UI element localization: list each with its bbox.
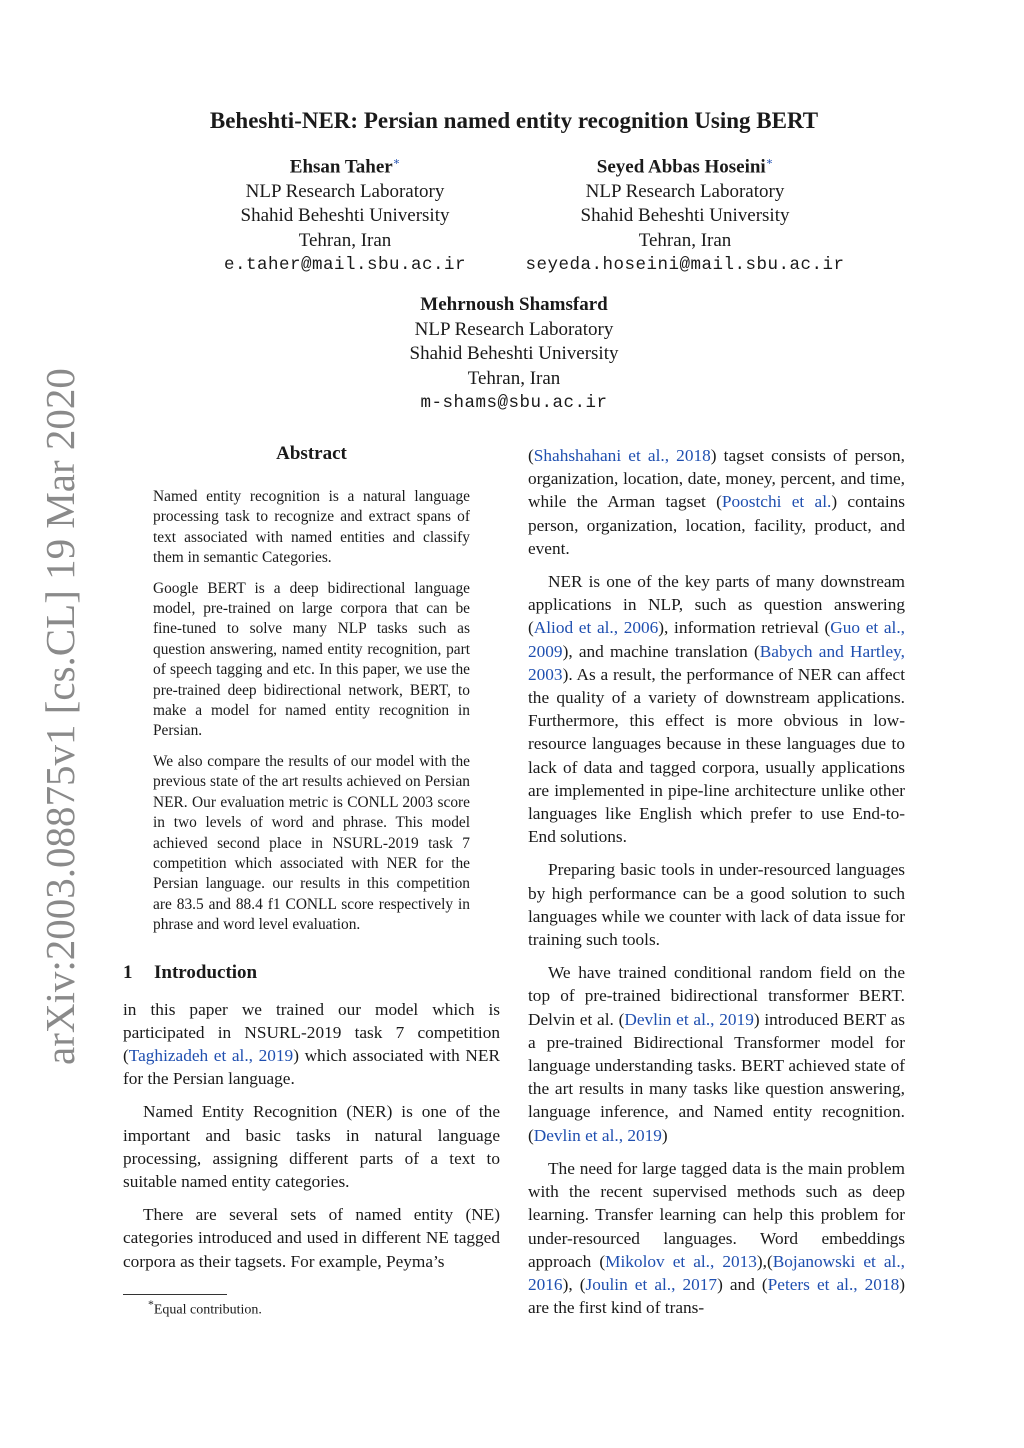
author-city: Tehran, Iran <box>638 229 732 251</box>
body-paragraph: NER is one of the key parts of many downstream applications in NLP, such as question answering (Aliod et al., 2006), information retrieval (Guo et al., 2009), and machine translation (Babych and Hartley, 2003). As a result, the performance of NER can affect the quality of a variety of downstream applications. Furthermore, this effect is more obvious in low-resource languages because in these languages due to lack of data and tagged corpora, usually applications are implemented in pipe-line architecture unlike other languages like English which prefer to use End-to-End solutions. <box>528 572 905 847</box>
equal-contribution-mark[interactable]: ∗ <box>392 156 401 168</box>
author-block-1 <box>200 150 490 278</box>
body-paragraph: The need for large tagged data is the main problem with the recent supervised methods such as deep learning. Transfer learning can help this problem for under-resourced languages. Word embeddings approach (Mikolov et al., 2013),(Bojanowski et al., 2016), (Joulin et al., 2017) and (Peters et al., 2018) are the first kind of trans- <box>528 1158 905 1318</box>
author-university: Shahid Beheshti University <box>240 205 450 227</box>
author-lab: NLP Research Laboratory <box>414 318 614 340</box>
citation-link[interactable]: Poostchi et al. <box>721 492 832 512</box>
citation-link[interactable]: Devlin et al., 2019 <box>624 1009 754 1029</box>
body-paragraph: There are several sets of named entity (NE) categories introduced and used in different NE tagged corpora as their tagsets. For example, Peyma’s <box>123 1205 500 1271</box>
citation-link[interactable]: Shahshahani et al., 2018 <box>533 446 711 465</box>
author-university: Shahid Beheshti University <box>409 343 619 364</box>
author-lab: NLP Research Laboratory <box>245 180 445 202</box>
section-heading-introduction <box>123 962 500 984</box>
abstract-paragraph: We also compare the results of our model with the previous state of the art results achieved on Persian NER. Our evaluation metric is CONLL 2003 score in two levels of word and phrase. This model achieved second place in NSURL-2019 task 7 competition which associated with NER for the Persian language. our results in this competition are 83.5 and 88.4 f1 CONLL score respectively in phrase and word level evaluation. <box>153 752 470 934</box>
abstract-heading: Abstract <box>276 443 347 464</box>
citation-link[interactable]: Mikolov et al., 2013 <box>605 1251 757 1271</box>
abstract-body <box>123 487 500 936</box>
arxiv-identifier: arXiv:2003.08875v1 [cs.CL] 19 Mar 2020 <box>37 368 83 1065</box>
footnote-rule <box>123 1294 227 1295</box>
body-paragraph: Named Entity Recognition (NER) is one of the important and basic tasks in natural language processing, assigning different parts of a text to suitable named entity categories. <box>123 1102 500 1191</box>
footnote-text: Equal contribution. <box>153 1302 262 1318</box>
author-email: seyeda.hoseini@mail.sbu.ac.ir <box>525 255 845 276</box>
body-paragraph: in this paper we trained our model which is participated in NSURL-2019 task 7 competition (Taghizadeh et al., 2019) which associated with NER for the Persian language. <box>123 999 500 1089</box>
author-email: m-shams@sbu.ac.ir <box>420 393 608 413</box>
citation-link[interactable]: Joulin et al., 2017 <box>585 1274 718 1294</box>
author-name: Seyed Abbas Hoseini <box>596 156 766 178</box>
abstract-paragraph: Named entity recognition is a natural language processing task to recognize and extract spans of text associated with named entities and classify them in semantic Categories. <box>153 488 470 567</box>
equal-contribution-mark[interactable]: ∗ <box>765 156 774 168</box>
left-column <box>123 440 500 1283</box>
abstract-paragraph: Google BERT is a deep bidirectional language model, pre-trained on large corpora that can be fine-tuned to solve many NLP tasks such as question answering, named entity recognition, part of speech tagging and etc. In this paper, we use the pre-trained deep bidirectional network, BERT, to make a model for named entity recognition in Persian. <box>153 579 470 740</box>
author-name: Ehsan Taher <box>289 156 393 178</box>
section-title: Introduction <box>154 961 258 983</box>
right-column <box>528 444 905 1329</box>
citation-link[interactable]: Aliod et al., 2006 <box>533 618 659 638</box>
paper-title: Beheshti-NER: Persian named entity recognition Using BERT <box>209 108 819 133</box>
body-paragraph: Preparing basic tools in under-resourced languages by high performance can be a good solution to such languages while we counter with lack of data issue for training such tools. <box>528 860 905 950</box>
author-city: Tehran, Iran <box>467 367 561 389</box>
footnote-mark: * <box>148 1298 154 1311</box>
section-number: 1 <box>123 961 133 983</box>
author-block-3 <box>364 293 664 416</box>
author-city: Tehran, Iran <box>298 229 392 251</box>
citation-link[interactable]: Guo et al., 2009 <box>528 618 905 661</box>
citation-link[interactable]: Babych and Hartley, 2003 <box>528 641 905 684</box>
citation-link[interactable]: Devlin et al., 2019 <box>533 1125 662 1145</box>
footnote <box>148 1298 262 1319</box>
author-email: e.taher@mail.sbu.ac.ir <box>223 255 467 276</box>
citation-link[interactable]: Taghizadeh et al., 2019 <box>128 1045 294 1065</box>
author-university: Shahid Beheshti University <box>580 205 790 227</box>
body-paragraph: We have trained conditional random field on the top of pre-trained bidirectional transformer BERT. Delvin et al. (Devlin et al., 2019) introduced BERT as a pre-trained Bidirectional Transformer model for language understanding tasks. BERT achieved state of the art results in many tasks like question answering, language inference, and Named entity recognition.(Devlin et al., 2019) <box>528 963 906 1145</box>
introduction-body <box>123 998 500 1273</box>
author-block-2 <box>495 150 875 278</box>
citation-link[interactable]: Bojanowski et al., 2016 <box>528 1251 905 1294</box>
author-lab: NLP Research Laboratory <box>585 180 785 202</box>
body-paragraph: (Shahshahani et al., 2018) tagset consists of person, organization, location, date, money, percent, and time, while the Arman tagset (Poostchi et al.) contains person, organization, location, facility, product, and event. <box>528 446 905 558</box>
citation-link[interactable]: Peters et al., 2018 <box>767 1274 900 1294</box>
author-name: Mehrnoush Shamsfard <box>420 294 608 315</box>
